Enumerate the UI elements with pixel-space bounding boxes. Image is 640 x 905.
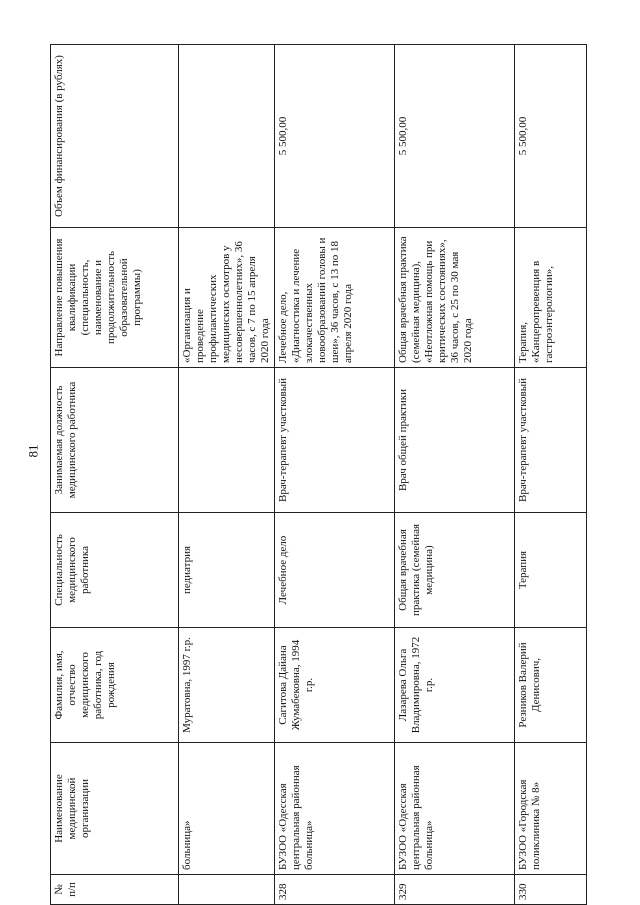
table-row [514,45,586,905]
table-header-row [51,45,179,905]
cell-funding: 5 500,00 [514,45,586,228]
training-table [50,44,587,905]
table-row [274,45,394,905]
rotated-table-wrapper [50,45,575,905]
cell-name: Муратовна, 1997 г.р. [179,628,275,743]
cell-direction: Лечебное дело, «Диагностика и лечение злокачественных новообразований головы и шеи», 36 часов, с 13 по 18 апреля 2020 года [274,228,394,368]
page-number: 81 [25,444,41,458]
header-org: Наименование медицинской организации [51,743,179,875]
cell-funding: 5 500,00 [394,45,514,228]
cell-org: БУЗОО «Одесская центральная районная больница» [394,743,514,875]
table-frame [50,45,575,905]
cell-position: Врач общей практики [394,368,514,513]
header-direction: Направление повышения квалификации (специальность, наименование и продолжительность образовательной программы) [51,228,179,368]
header-position: Занимаемая должность медицинского работника [51,368,179,513]
cell-name: Резников Валерий Денисович, [514,628,586,743]
cell-spec: Терапия [514,513,586,628]
cell-spec: педиатрия [179,513,275,628]
cell-num: 330 [514,875,586,905]
header-spec: Специальность медицинского работника [51,513,179,628]
cell-num [179,875,275,905]
cell-spec: Общая врачебная практика (семейная медицина) [394,513,514,628]
cell-direction: Терапия, «Канцеропревенция в гастроэнтерологии», [514,228,586,368]
cell-org: БУЗОО «Одесская центральная районная больница» [274,743,394,875]
cell-position: Врач-терапевт участковый [274,368,394,513]
cell-num: 328 [274,875,394,905]
cell-position: Врач-терапевт участковый [514,368,586,513]
header-num: № п/п [51,875,179,905]
cell-org: БУЗОО «Городская поликлиника № 8» [514,743,586,875]
cell-num: 329 [394,875,514,905]
cell-name: Сагитова Дайана Жумабековна, 1994 г.р. [274,628,394,743]
cell-funding: 5 500,00 [274,45,394,228]
header-funding: Объем финансирования (в рублях) [51,45,179,228]
header-name: Фамилия, имя, отчество медицинского работника, год рождения [51,628,179,743]
cell-org: больница» [179,743,275,875]
cell-name: Лазарева Ольга Владимировна, 1972 г.р. [394,628,514,743]
table-row [179,45,275,905]
cell-funding [179,45,275,228]
cell-direction: «Организация и проведение профилактических медицинских осмотров у несовершеннолетних», 36 часов, с 7 по 15 апреля 2020 года [179,228,275,368]
table-row [394,45,514,905]
cell-spec: Лечебное дело [274,513,394,628]
cell-position [179,368,275,513]
cell-direction: Общая врачебная практика (семейная медицина), «Неотложная помощь при критических состояниях», 36 часов, с 25 по 30 мая 2020 года [394,228,514,368]
